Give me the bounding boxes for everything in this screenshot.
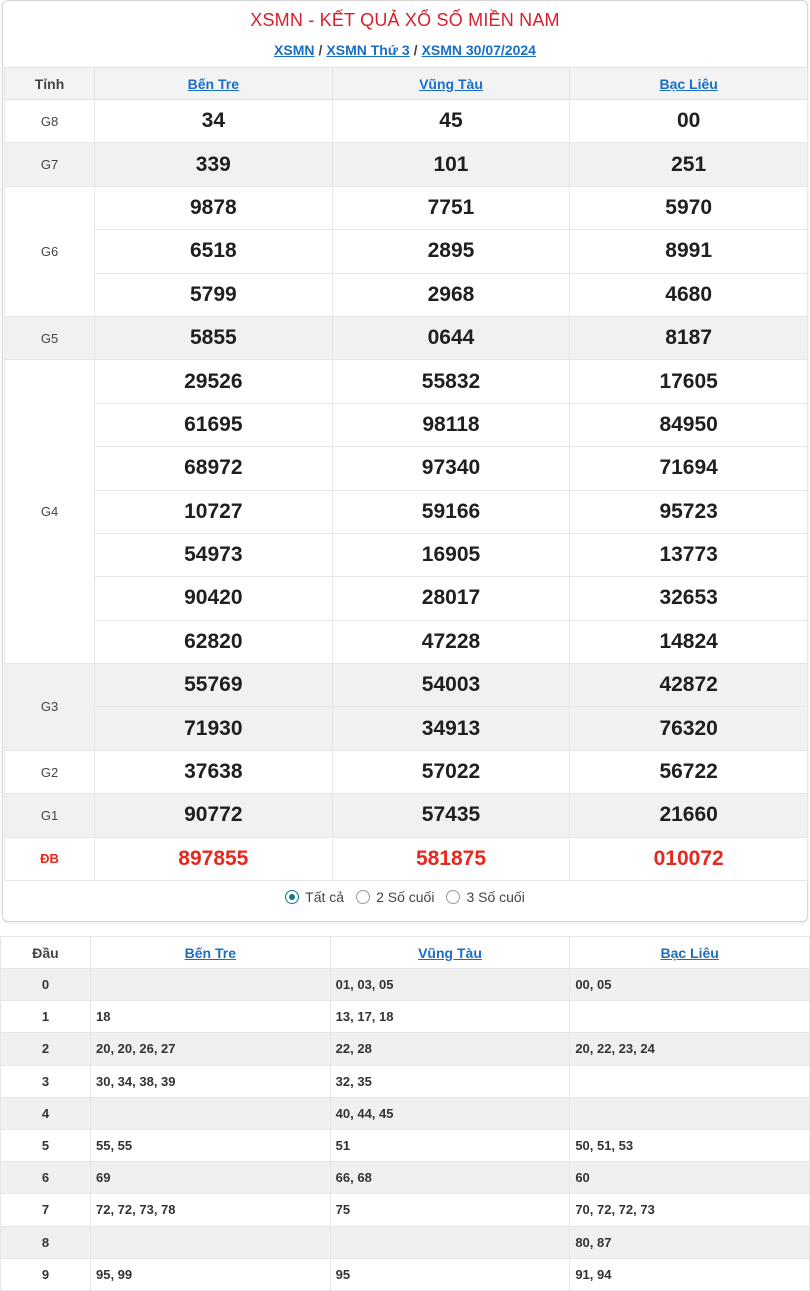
prize-row	[5, 750, 808, 793]
prize-number: 32653	[570, 577, 808, 620]
breadcrumb	[3, 42, 807, 58]
province-link-vung-tau[interactable]: Vũng Tàu	[419, 75, 483, 92]
prize-label: G1	[5, 794, 95, 837]
prize-number: 90420	[95, 577, 333, 620]
prize-number: 76320	[570, 707, 808, 750]
prize-number: 34913	[332, 707, 570, 750]
head-province-header-bac-lieu	[570, 937, 810, 969]
head-digit-row	[1, 1194, 810, 1226]
prize-number: 14824	[570, 620, 808, 663]
breadcrumb-weekday-link[interactable]: XSMN Thứ 3	[326, 42, 410, 58]
head-digit-numbers: 95	[330, 1258, 570, 1290]
head-digit-numbers: 40, 44, 45	[330, 1097, 570, 1129]
head-digit-numbers: 66, 68	[330, 1162, 570, 1194]
head-digit-numbers: 20, 20, 26, 27	[91, 1033, 331, 1065]
head-digit-numbers	[91, 1097, 331, 1129]
results-header-row	[5, 68, 808, 100]
head-digit-numbers	[570, 1065, 810, 1097]
results-table	[4, 67, 808, 881]
prize-number: 13773	[570, 533, 808, 576]
breadcrumb-xsmn-link[interactable]: XSMN	[274, 42, 315, 58]
prize-row	[5, 533, 808, 576]
special-prize-number: 010072	[570, 837, 808, 880]
digit-filter-group	[3, 889, 807, 907]
prize-number: 4680	[570, 273, 808, 316]
head-table-header-row	[1, 937, 810, 969]
prize-number: 0644	[332, 316, 570, 359]
filter-option-label: 3 Số cuối	[466, 889, 525, 905]
prize-number: 8187	[570, 316, 808, 359]
prize-number: 17605	[570, 360, 808, 403]
prize-number: 37638	[95, 750, 333, 793]
head-digit-numbers: 01, 03, 05	[330, 969, 570, 1001]
prize-number: 62820	[95, 620, 333, 663]
prize-number: 61695	[95, 403, 333, 446]
prize-number: 101	[332, 143, 570, 186]
prize-number: 34	[95, 100, 333, 143]
prize-row	[5, 447, 808, 490]
head-digit: 0	[1, 969, 91, 1001]
province-link-ben-tre[interactable]: Bến Tre	[187, 75, 239, 92]
prize-number: 55832	[332, 360, 570, 403]
head-digit-numbers: 55, 55	[91, 1129, 331, 1161]
head-digit-numbers: 13, 17, 18	[330, 1001, 570, 1033]
head-digit-numbers: 70, 72, 72, 73	[570, 1194, 810, 1226]
head-digit-numbers	[91, 1226, 331, 1258]
head-digit-row	[1, 1226, 810, 1258]
filter-option-label: Tất cả	[305, 889, 345, 905]
radio-button-icon[interactable]	[446, 890, 460, 904]
results-card	[2, 0, 808, 922]
prize-number: 9878	[95, 186, 333, 229]
head-digit-numbers: 91, 94	[570, 1258, 810, 1290]
prize-number: 16905	[332, 533, 570, 576]
filter-option[interactable]	[356, 889, 434, 905]
head-province-header-ben-tre	[91, 937, 331, 969]
head-digit-numbers: 00, 05	[570, 969, 810, 1001]
prize-label: G3	[5, 664, 95, 751]
radio-button-icon[interactable]	[285, 890, 299, 904]
prize-number: 71694	[570, 447, 808, 490]
head-digit-column-label: Đầu	[1, 937, 91, 969]
head-province-link-vung-tau[interactable]: Vũng Tàu	[418, 944, 482, 961]
page-title: XSMN - KẾT QUẢ XỔ SỐ MIỀN NAM	[250, 10, 560, 30]
head-digit-numbers: 18	[91, 1001, 331, 1033]
head-digit-numbers: 32, 35	[330, 1065, 570, 1097]
head-digit-row	[1, 969, 810, 1001]
prize-number: 251	[570, 143, 808, 186]
prize-number: 57022	[332, 750, 570, 793]
special-prize-number: 581875	[332, 837, 570, 880]
head-digit-numbers: 80, 87	[570, 1226, 810, 1258]
prize-number: 90772	[95, 794, 333, 837]
prize-label: G2	[5, 750, 95, 793]
head-digit-row	[1, 1258, 810, 1290]
province-header-ben-tre	[95, 68, 333, 100]
prize-number: 68972	[95, 447, 333, 490]
breadcrumb-date-link[interactable]: XSMN 30/07/2024	[421, 42, 536, 58]
head-digit-numbers	[330, 1226, 570, 1258]
head-digit-numbers: 22, 28	[330, 1033, 570, 1065]
head-digit-numbers: 75	[330, 1194, 570, 1226]
prize-number: 47228	[332, 620, 570, 663]
prize-row	[5, 100, 808, 143]
prize-number: 98118	[332, 403, 570, 446]
prize-number: 6518	[95, 230, 333, 273]
prize-number: 28017	[332, 577, 570, 620]
head-digit-numbers: 20, 22, 23, 24	[570, 1033, 810, 1065]
head-digit: 7	[1, 1194, 91, 1226]
breadcrumb-separator: /	[413, 42, 418, 58]
filter-option-label: 2 Số cuối	[376, 889, 435, 905]
head-digit-numbers: 30, 34, 38, 39	[91, 1065, 331, 1097]
prize-row	[5, 273, 808, 316]
head-digit: 8	[1, 1226, 91, 1258]
head-province-link-ben-tre[interactable]: Bến Tre	[184, 944, 236, 961]
prize-row	[5, 230, 808, 273]
prize-row	[5, 143, 808, 186]
prize-number: 2968	[332, 273, 570, 316]
special-prize-number: 897855	[95, 837, 333, 880]
prize-row	[5, 794, 808, 837]
prize-number: 97340	[332, 447, 570, 490]
prize-number: 54973	[95, 533, 333, 576]
prize-label: G6	[5, 186, 95, 316]
province-header-bac-lieu	[570, 68, 808, 100]
prize-row	[5, 316, 808, 359]
prize-number: 42872	[570, 664, 808, 707]
prize-number: 54003	[332, 664, 570, 707]
prize-number: 21660	[570, 794, 808, 837]
province-column-label: Tỉnh	[5, 68, 95, 100]
prize-label: G4	[5, 360, 95, 664]
prize-row	[5, 707, 808, 750]
special-prize-label: ĐB	[5, 837, 95, 880]
prize-label: G8	[5, 100, 95, 143]
prize-number: 56722	[570, 750, 808, 793]
head-digit-row	[1, 1001, 810, 1033]
prize-number: 5855	[95, 316, 333, 359]
prize-number: 5970	[570, 186, 808, 229]
prize-row	[5, 360, 808, 403]
breadcrumb-separator: /	[318, 42, 323, 58]
head-digit-numbers	[570, 1097, 810, 1129]
prize-row	[5, 577, 808, 620]
head-digit-numbers: 69	[91, 1162, 331, 1194]
province-header-vung-tau	[332, 68, 570, 100]
head-digit-numbers	[91, 969, 331, 1001]
filter-option[interactable]	[285, 889, 344, 905]
province-link-bac-lieu[interactable]: Bạc Liêu	[659, 75, 718, 92]
prize-row	[5, 837, 808, 880]
prize-number: 57435	[332, 794, 570, 837]
prize-row	[5, 403, 808, 446]
prize-row	[5, 664, 808, 707]
prize-number: 10727	[95, 490, 333, 533]
head-digit-table	[0, 936, 810, 1291]
head-digit: 9	[1, 1258, 91, 1290]
prize-number: 55769	[95, 664, 333, 707]
head-province-header-vung-tau	[330, 937, 570, 969]
head-digit-row	[1, 1065, 810, 1097]
prize-number: 339	[95, 143, 333, 186]
prize-label: G7	[5, 143, 95, 186]
head-digit-row	[1, 1033, 810, 1065]
head-digit-numbers: 50, 51, 53	[570, 1129, 810, 1161]
prize-label: G5	[5, 316, 95, 359]
prize-number: 95723	[570, 490, 808, 533]
head-digit-row	[1, 1129, 810, 1161]
prize-number: 8991	[570, 230, 808, 273]
prize-number: 00	[570, 100, 808, 143]
prize-number: 29526	[95, 360, 333, 403]
head-digit: 5	[1, 1129, 91, 1161]
prize-number: 2895	[332, 230, 570, 273]
prize-number: 71930	[95, 707, 333, 750]
prize-row	[5, 490, 808, 533]
head-digit-numbers	[570, 1001, 810, 1033]
head-digit-row	[1, 1097, 810, 1129]
head-digit-numbers: 95, 99	[91, 1258, 331, 1290]
head-province-link-bac-lieu[interactable]: Bạc Liêu	[660, 944, 719, 961]
head-digit-numbers: 72, 72, 73, 78	[91, 1194, 331, 1226]
radio-button-icon[interactable]	[356, 890, 370, 904]
prize-number: 84950	[570, 403, 808, 446]
head-digit: 4	[1, 1097, 91, 1129]
head-digit: 1	[1, 1001, 91, 1033]
prize-row	[5, 620, 808, 663]
head-digit-numbers: 60	[570, 1162, 810, 1194]
prize-number: 45	[332, 100, 570, 143]
head-digit: 2	[1, 1033, 91, 1065]
head-digit: 3	[1, 1065, 91, 1097]
prize-number: 5799	[95, 273, 333, 316]
filter-option[interactable]	[446, 889, 524, 905]
prize-row	[5, 186, 808, 229]
head-digit-numbers: 51	[330, 1129, 570, 1161]
head-digit-row	[1, 1162, 810, 1194]
prize-number: 7751	[332, 186, 570, 229]
prize-number: 59166	[332, 490, 570, 533]
head-digit: 6	[1, 1162, 91, 1194]
